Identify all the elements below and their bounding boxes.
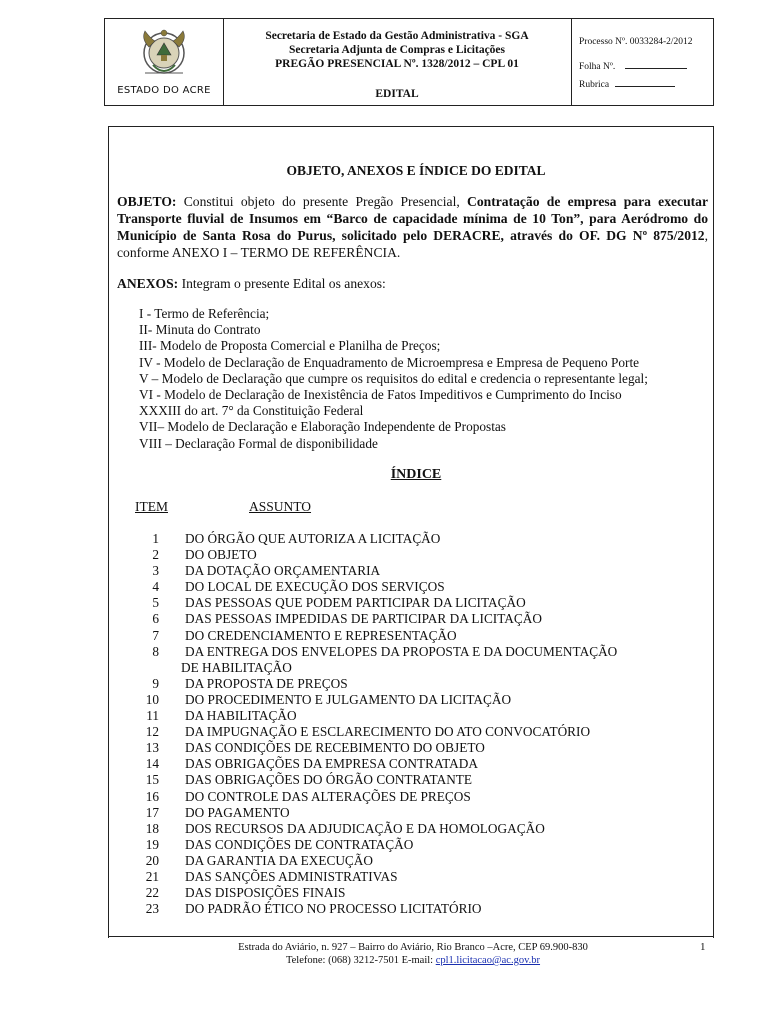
indice-row-number: 14 [145,756,159,772]
anexos-list [139,306,714,452]
indice-row-number: 11 [146,708,159,724]
indice-row-number: 13 [145,740,159,756]
header-title-block [223,19,572,105]
indice-row [118,821,714,837]
indice-row [118,724,714,740]
indice-list [118,531,714,917]
indice-row-number: 15 [145,772,159,788]
page-footer [118,941,708,967]
anexo-item: XXXIII do art. 7° da Constituição Federal [139,403,364,419]
folha-label: Folha Nº. [579,62,616,72]
section-title: OBJETO, ANEXOS E ÍNDICE DO EDITAL [286,163,546,178]
indice-title-text: ÍNDICE [390,467,442,482]
indice-row-text: DAS OBRIGAÇÕES DA EMPRESA CONTRATADA [185,756,478,772]
indice-row-text: DA ENTREGA DOS ENVELOPES DA PROPOSTA E DA DOCUMENTAÇÃO [185,643,618,659]
rubrica-label: Rubrica [579,80,610,90]
objeto-text-2: , conforme ANEXO I – TERMO DE REFERÊNCIA. [117,228,708,260]
document-header [104,18,714,106]
state-seal-box [105,19,224,105]
indice-row-text: DAS DISPOSIÇÕES FINAIS [185,885,346,901]
indice-row [118,869,714,885]
indice-row-text: DO PROCEDIMENTO E JULGAMENTO DA LICITAÇÃO [185,691,512,707]
anexo-item: II- Minuta do Contrato [139,322,261,338]
anexo-item: IV - Modelo de Declaração de Enquadramento de Microempresa e Empresa de Pequeno Porte [139,354,640,370]
anexos-intro-text: Integram o presente Edital os anexos: [178,276,386,291]
indice-row-number: 18 [145,820,159,836]
indice-row-text: DAS PESSOAS QUE PODEM PARTICIPAR DA LICITAÇÃO [185,595,526,611]
footer-email-link[interactable]: cpl1.licitacao@ac.gov.br [435,955,541,966]
indice-row-text: DO CREDENCIAMENTO E REPRESENTAÇÃO [185,627,457,643]
header-line-1: Secretaria de Estado da Gestão Administrativa - SGA [265,30,529,42]
header-line-2: Secretaria Adjunta de Compras e Licitações [288,44,506,56]
indice-col-assunto: ASSUNTO [249,499,312,514]
anexos-intro [117,276,386,292]
indice-row-number: 21 [145,868,159,884]
indice-row-text: DAS OBRIGAÇÕES DO ÓRGÃO CONTRATANTE [185,772,473,788]
indice-row [118,563,714,579]
anexo-item: III- Modelo de Proposta Comercial e Planilha de Preços; [139,338,441,354]
indice-row-number: 6 [152,611,159,627]
indice-row [118,579,714,595]
indice-row [118,595,714,611]
indice-row-text: DA HABILITAÇÃO [185,708,297,724]
objeto-label: OBJETO: [117,194,177,209]
indice-row [118,885,714,901]
objeto-bold-text: Contratação de empresa para executar Transporte fluvial de Insumos em “Barco de capacidade mínima de 10 Ton”, para Aeródromo do Município de Santa Rosa do Purus, solicitado pelo DERACRE, através do OF. DG Nº 875/2012 [117,194,709,243]
anexo-item: VII– Modelo de Declaração e Elaboração Independente de Propostas [139,419,506,435]
indice-row-text: DO PAGAMENTO [185,804,290,820]
indice-row [118,789,714,805]
anexo-item: V – Modelo de Declaração que cumpre os requisitos do edital e credencia o representante legal; [139,370,648,386]
indice-row [118,853,714,869]
indice-row-text: DO ÓRGÃO QUE AUTORIZA A LICITAÇÃO [185,531,441,546]
indice-row [118,756,714,772]
indice-row-text: DAS CONDIÇÕES DE RECEBIMENTO DO OBJETO [185,740,485,756]
anexo-item: I - Termo de Referência; [139,306,270,321]
indice-row-number: 17 [145,804,159,820]
footer-contact [118,954,708,967]
page-number: 1 [700,941,706,953]
indice-title [118,467,714,483]
indice-row-number: 9 [152,675,159,691]
indice-row-number: 23 [145,901,159,917]
indice-row-number: 16 [145,788,159,804]
indice-row [118,531,714,547]
indice-row [118,692,714,708]
folha-field [579,59,687,72]
indice-row-number: 4 [152,579,159,595]
indice-row-text: DAS CONDIÇÕES DE CONTRATAÇÃO [185,836,414,852]
indice-row-text: DAS SANÇÕES ADMINISTRATIVAS [185,868,398,884]
process-number: Processo Nº. 0033284-2/2012 [579,37,693,47]
indice-row [118,628,714,644]
anexo-item: VIII – Declaração Formal de disponibilidade [139,435,378,451]
indice-row-number: 7 [152,627,159,643]
indice-row-text: DO LOCAL DE EXECUÇÃO DOS SERVIÇOS [185,579,445,595]
indice-row-number: 1 [152,531,159,546]
indice-row [118,547,714,563]
indice-row-number: 12 [145,724,159,740]
indice-row [118,676,714,692]
objeto-paragraph [117,193,708,261]
indice-row-text: DA IMPUGNAÇÃO E ESCLARECIMENTO DO ATO CONVOCATÓRIO [185,724,591,740]
indice-row-text: DA DOTAÇÃO ORÇAMENTARIA [185,563,381,579]
state-label: ESTADO DO ACRE [117,85,211,96]
rubrica-field [579,77,675,90]
indice-row-text: DO OBJETO [185,547,257,563]
footer-address: Estrada do Aviário, n. 927 – Bairro do Aviário, Rio Branco –Acre, CEP 69.900-830 [238,942,588,953]
indice-row [118,805,714,821]
header-line-3: PREGÃO PRESENCIAL Nº. 1328/2012 – CPL 01 [275,58,519,70]
indice-row [118,611,714,627]
indice-row-number: 10 [145,691,159,707]
header-process-block [575,19,713,105]
anexos-label: ANEXOS: [117,276,179,291]
indice-row [118,660,714,676]
footer-phone: Telefone: (068) 3212-7501 E-mail: [285,955,436,966]
indice-row-number: 8 [152,643,159,659]
indice-row-number: 3 [152,563,159,579]
indice-row-text: DA PROPOSTA DE PREÇOS [185,675,348,691]
state-seal-icon [135,25,193,83]
indice-row-text: DOS RECURSOS DA ADJUDICAÇÃO E DA HOMOLOGAÇÃO [185,820,545,836]
objeto-text-1: Constitui objeto do presente Pregão Presencial, [176,194,468,209]
header-edital: EDITAL [375,88,419,100]
indice-row-text: DE HABILITAÇÃO [181,659,292,675]
indice-row-text: DA GARANTIA DA EXECUÇÃO [185,852,374,868]
indice-row [118,740,714,756]
indice-row-number: 2 [152,547,159,563]
indice-row [118,772,714,788]
indice-row-text: DAS PESSOAS IMPEDIDAS DE PARTICIPAR DA LICITAÇÃO [185,611,542,627]
indice-row-text: DO PADRÃO ÉTICO NO PROCESSO LICITATÓRIO [185,901,482,917]
indice-row-text: DO CONTROLE DAS ALTERAÇÕES DE PREÇOS [185,788,471,804]
content-frame-bottom [108,936,714,937]
indice-row [118,708,714,724]
anexo-item: VI - Modelo de Declaração de Inexistência de Fatos Impeditivos e Cumprimento do Inciso [139,387,622,403]
indice-row [118,901,714,917]
indice-col-item: ITEM [135,499,168,514]
indice-row [118,644,714,660]
indice-row-number: 20 [145,852,159,868]
indice-row-number: 19 [145,836,159,852]
indice-row-number: 5 [152,595,159,611]
indice-row-number: 22 [145,885,159,901]
indice-row [118,837,714,853]
